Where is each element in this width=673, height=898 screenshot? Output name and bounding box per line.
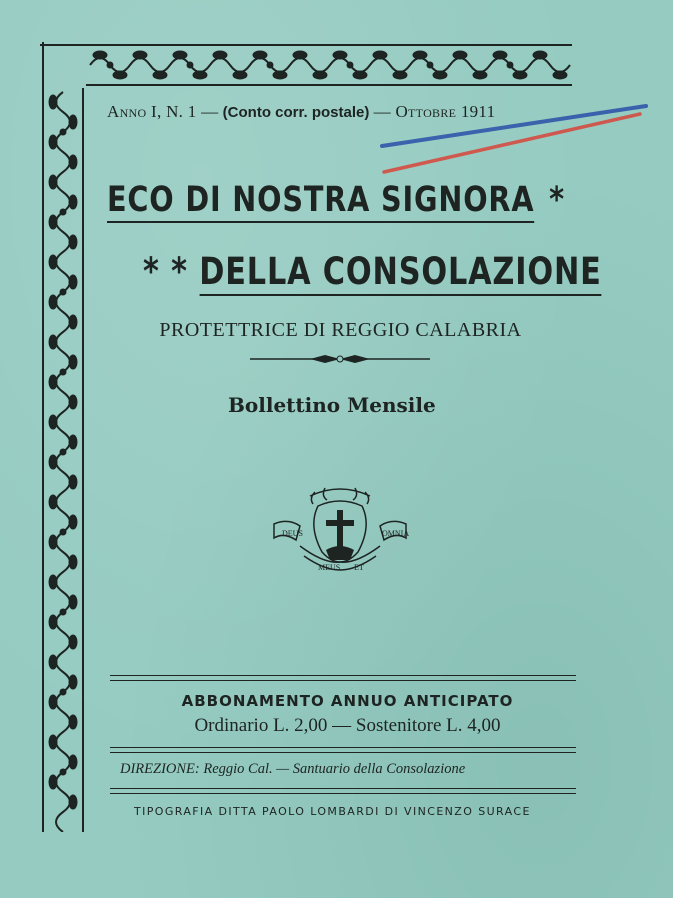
subscription-heading: ABBONAMENTO ANNUO ANTICIPATO [181, 692, 514, 710]
rule-mid-2 [110, 752, 576, 753]
motto-right-a: ET [354, 563, 364, 572]
asterisks: * * [143, 250, 188, 293]
motto-mid: MEUS [318, 563, 341, 572]
title-main: ECO DI NOSTRA SIGNORA [107, 180, 534, 223]
direction-line: DIREZIONE: Reggio Cal. — Santuario della Consolazione [120, 761, 466, 777]
title-line-1 [107, 180, 565, 220]
printer-credit: TIPOGRAFIA DITTA PAOLO LOMBARDI DI VINCENZO SURACE [134, 805, 531, 818]
floral-border-left [40, 42, 86, 832]
emblem [270, 484, 410, 584]
issue-date: — Ottobre 1911 [373, 102, 496, 121]
rule-top-1 [110, 675, 576, 676]
bulletin-label: Bollettino Mensile [228, 393, 436, 417]
issue-number: Anno I, N. 1 — [107, 102, 219, 121]
motto-right-b: OMNIA [382, 529, 410, 538]
title-second: DELLA CONSOLAZIONE [199, 250, 601, 296]
rule-bottom-1 [110, 788, 576, 789]
pencil-marks [378, 100, 648, 180]
rule-top-2 [110, 680, 576, 681]
rule-bottom-2 [110, 793, 576, 794]
postal-account: (Conto corr. postale) [222, 104, 370, 121]
asterisk: * [549, 180, 565, 220]
subtitle: PROTETTRICE DI REGGIO CALABRIA [159, 319, 522, 341]
subscription-prices: Ordinario L. 2,00 — Sostenitore L. 4,00 [194, 715, 501, 736]
motto-left: DEUS [282, 529, 303, 538]
title-line-2 [143, 250, 602, 293]
floral-border-top [40, 42, 572, 88]
divider-ornament-icon [250, 352, 430, 366]
rule-mid-1 [110, 747, 576, 748]
